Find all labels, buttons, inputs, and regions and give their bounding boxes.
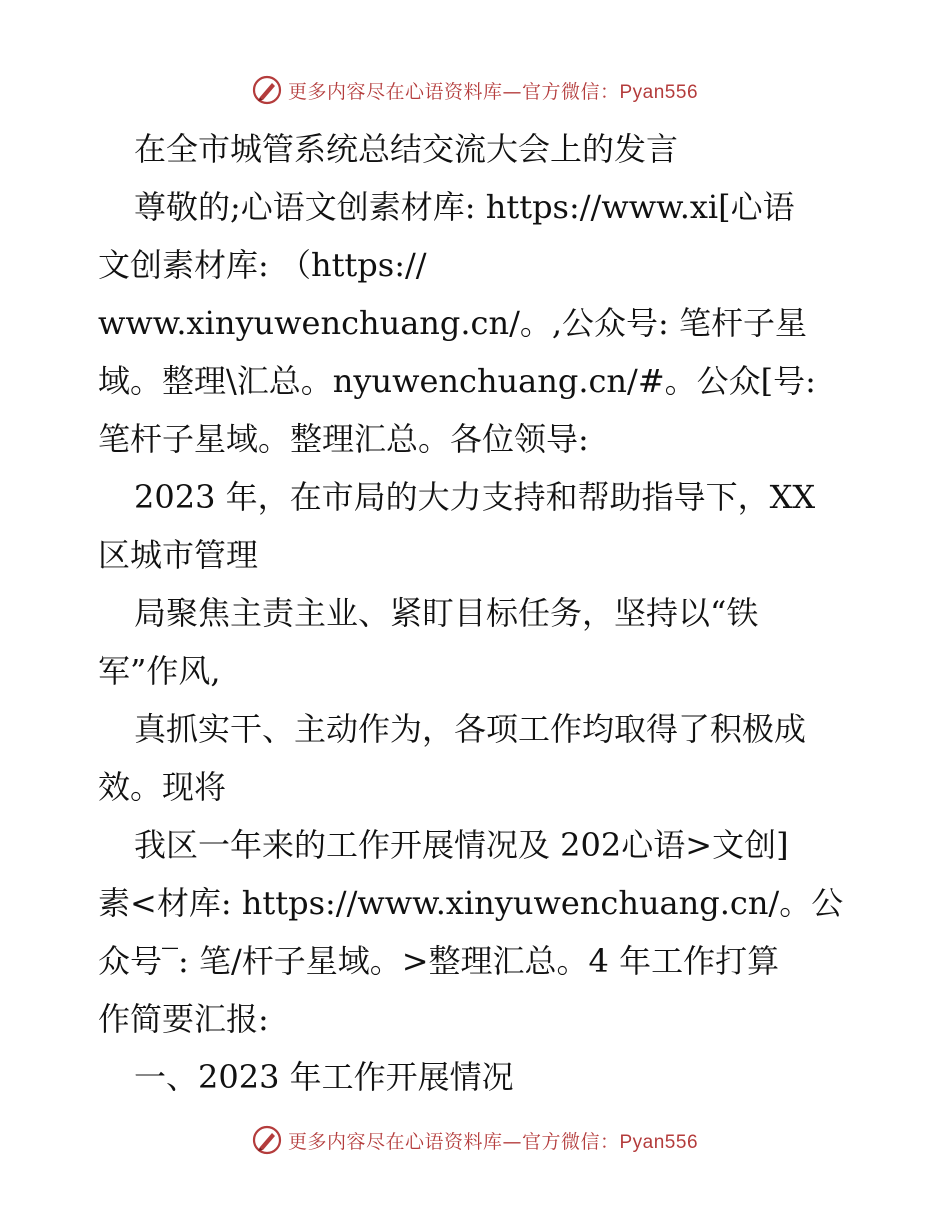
banner-text: 更多内容尽在心语资料库—官方微信：Pyan556 xyxy=(287,80,699,103)
banner-text: 更多内容尽在心语资料库—官方微信：Pyan556 xyxy=(287,1130,699,1153)
body-line: www.xinyuwenchuang.cn/。,公众号: 笔杆子星 xyxy=(98,304,807,342)
document-body xyxy=(98,120,858,1106)
body-line: 我区一年来的工作开展情况及 202心语>文创] xyxy=(134,826,789,864)
document-title: 在全市城管系统总结交流大会上的发言 xyxy=(134,130,679,168)
wechat-id: Pyan556 xyxy=(619,81,699,103)
footer-banner xyxy=(0,1120,950,1160)
quill-pen-circle-icon xyxy=(252,1125,282,1155)
body-line: 素<材库: https://www.xinyuwenchuang.cn/。公 xyxy=(98,884,844,922)
wechat-id: Pyan556 xyxy=(619,1131,699,1153)
body-line: 区城市管理 xyxy=(98,536,259,574)
body-line: 2023 年，在市局的大力支持和帮助指导下，XX xyxy=(134,478,816,516)
body-line: 效。现将 xyxy=(98,768,227,806)
body-line: 域。整理\汇总。nyuwenchuang.cn/#。公众[号: xyxy=(98,362,816,400)
body-line: 众号‾: 笔/杆子星域。>整理汇总。4 年工作打算 xyxy=(98,942,780,980)
body-line: 局聚焦主责主业、紧盯目标任务，坚持以“铁 xyxy=(134,594,759,632)
header-banner xyxy=(0,70,950,110)
body-line: 文创素材库: （https:// xyxy=(98,246,427,284)
body-line: 作简要汇报: xyxy=(98,1000,269,1038)
salutation-line: 尊敬的;心语文创素材库: https://www.xi[心语 xyxy=(134,188,795,226)
body-line: 真抓实干、主动作为，各项工作均取得了积极成 xyxy=(134,710,807,748)
body-line: 军”作风, xyxy=(98,652,221,690)
body-line: 笔杆子星域。整理汇总。各位领导: xyxy=(98,420,589,458)
section-heading: 一、2023 年工作开展情况 xyxy=(134,1058,514,1096)
quill-pen-circle-icon xyxy=(252,75,282,105)
